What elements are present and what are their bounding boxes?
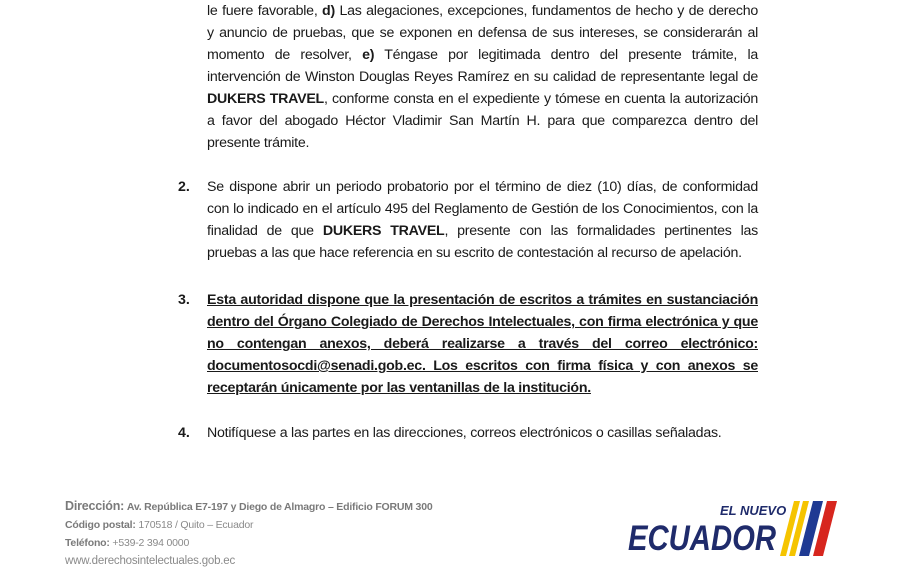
item-number-2: 2. bbox=[178, 179, 190, 195]
item-number-4: 4. bbox=[178, 425, 190, 441]
item-3-text: Esta autoridad dispone que la presentación de escritos a trámites en sustanciación dentro del Órgano Colegiado de Derechos Intelectuales, con firma electrónica y que no contengan anexos, deberá realizarse a través del correo electrónico: documentosocdi@senadi.gob.ec. Los escritos con firma física y con anexos se receptarán únicamente por las ventanillas de la institución. bbox=[207, 292, 758, 396]
paragraph-continuation: le fuere favorable, d) Las alegaciones, excepciones, fundamentos de hecho y de derecho y anuncio de pruebas, que se exponen en defensa de sus intereses, se considerarán al momento de resolver, e) Téngase por legitimada dentro del presente trámite, la intervención de Winston Douglas Reyes Ramírez en su calidad de representante legal de DUKERS TRAVEL, conforme consta en el expediente y tómese en cuenta la autorización a favor del abogado Héctor Vladimir San Martín H. para que comparezca dentro del presente trámite. bbox=[207, 3, 759, 151]
logo-line1: EL NUEVO bbox=[720, 503, 787, 518]
item-4-text: Notifíquese a las partes en las direcciones, correos electrónicos o casillas señaladas. bbox=[207, 425, 722, 441]
item-2-text: Se dispone abrir un periodo probatorio por el término de diez (10) días, de conformidad con lo indicado en el artículo 495 del Reglamento de Gestión de los Conocimientos, con la finalidad de que DUKERS TRAVEL, presente con las formalidades pertinentes las pruebas a las que hace referencia en su escrito de contestación al recurso de apelación. bbox=[207, 179, 759, 261]
company-name: DUKERS TRAVEL bbox=[207, 91, 324, 107]
footer-postal: Código postal: 170518 / Quito – Ecuador bbox=[65, 519, 254, 531]
footer-address: Dirección: Av. República E7-197 y Diego de Almagro – Edificio FORUM 300 bbox=[65, 499, 433, 513]
footer-contact bbox=[65, 497, 432, 570]
company-name: DUKERS TRAVEL bbox=[322, 223, 445, 239]
marker-d: d) bbox=[322, 3, 335, 19]
footer-website[interactable]: www.derechosintelectuales.gob.ec bbox=[65, 555, 236, 567]
el-nuevo-ecuador-logo bbox=[628, 498, 843, 558]
footer-phone: Teléfono: +539-2 394 0000 bbox=[65, 537, 190, 549]
marker-e: e) bbox=[362, 47, 375, 63]
logo-line2: ECUADOR bbox=[628, 519, 777, 558]
item-number-3: 3. bbox=[178, 292, 190, 308]
